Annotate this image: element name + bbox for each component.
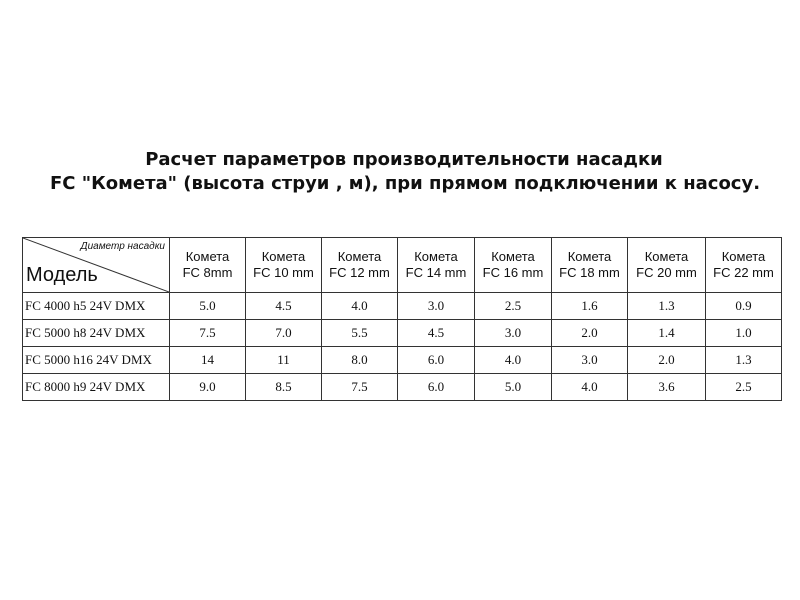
value-cell: 1.3 [628, 293, 706, 320]
column-header: Комета FC 18 mm [552, 238, 628, 293]
value-cell: 2.5 [706, 374, 782, 401]
column-header: Комета FC 8mm [170, 238, 246, 293]
table-row [23, 374, 782, 401]
value-cell: 5.0 [170, 293, 246, 320]
column-header: Комета FC 10 mm [246, 238, 322, 293]
value-cell: 1.4 [628, 320, 706, 347]
value-cell: 4.0 [322, 293, 398, 320]
table-row [23, 293, 782, 320]
value-cell: 8.5 [246, 374, 322, 401]
value-cell: 1.3 [706, 347, 782, 374]
value-cell: 11 [246, 347, 322, 374]
value-cell: 3.0 [552, 347, 628, 374]
column-header: Комета FC 12 mm [322, 238, 398, 293]
corner-header [23, 238, 170, 293]
value-cell: 4.0 [552, 374, 628, 401]
model-cell: FC 5000 h16 24V DMX [23, 347, 170, 374]
model-cell: FC 5000 h8 24V DMX [23, 320, 170, 347]
value-cell: 2.0 [552, 320, 628, 347]
value-cell: 6.0 [398, 374, 475, 401]
table-row [23, 320, 782, 347]
nozzle-diameter-label: Диаметр насадки [80, 241, 165, 252]
value-cell: 7.5 [170, 320, 246, 347]
value-cell: 4.5 [398, 320, 475, 347]
value-cell: 0.9 [706, 293, 782, 320]
model-label: Модель [26, 264, 98, 286]
value-cell: 6.0 [398, 347, 475, 374]
model-cell: FC 4000 h5 24V DMX [23, 293, 170, 320]
column-header: Комета FC 16 mm [475, 238, 552, 293]
value-cell: 4.5 [246, 293, 322, 320]
title-line-1: Расчет параметров производительности насадки [145, 149, 663, 170]
value-cell: 3.0 [475, 320, 552, 347]
value-cell: 3.0 [398, 293, 475, 320]
value-cell: 9.0 [170, 374, 246, 401]
value-cell: 1.0 [706, 320, 782, 347]
value-cell: 7.5 [322, 374, 398, 401]
value-cell: 2.5 [475, 293, 552, 320]
value-cell: 4.0 [475, 347, 552, 374]
value-cell: 8.0 [322, 347, 398, 374]
model-cell: FC 8000 h9 24V DMX [23, 374, 170, 401]
value-cell: 5.0 [475, 374, 552, 401]
column-header: Комета FC 14 mm [398, 238, 475, 293]
value-cell: 2.0 [628, 347, 706, 374]
column-header: Комета FC 20 mm [628, 238, 706, 293]
value-cell: 14 [170, 347, 246, 374]
title-line-2: FC "Комета" (высота струи , м), при прямом подключении к насосу. [49, 173, 761, 194]
page-title [0, 148, 800, 196]
value-cell: 3.6 [628, 374, 706, 401]
header-row [23, 238, 782, 293]
value-cell: 5.5 [322, 320, 398, 347]
column-header: Комета FC 22 mm [706, 238, 782, 293]
value-cell: 7.0 [246, 320, 322, 347]
table-row [23, 347, 782, 374]
performance-table [22, 237, 782, 401]
value-cell: 1.6 [552, 293, 628, 320]
